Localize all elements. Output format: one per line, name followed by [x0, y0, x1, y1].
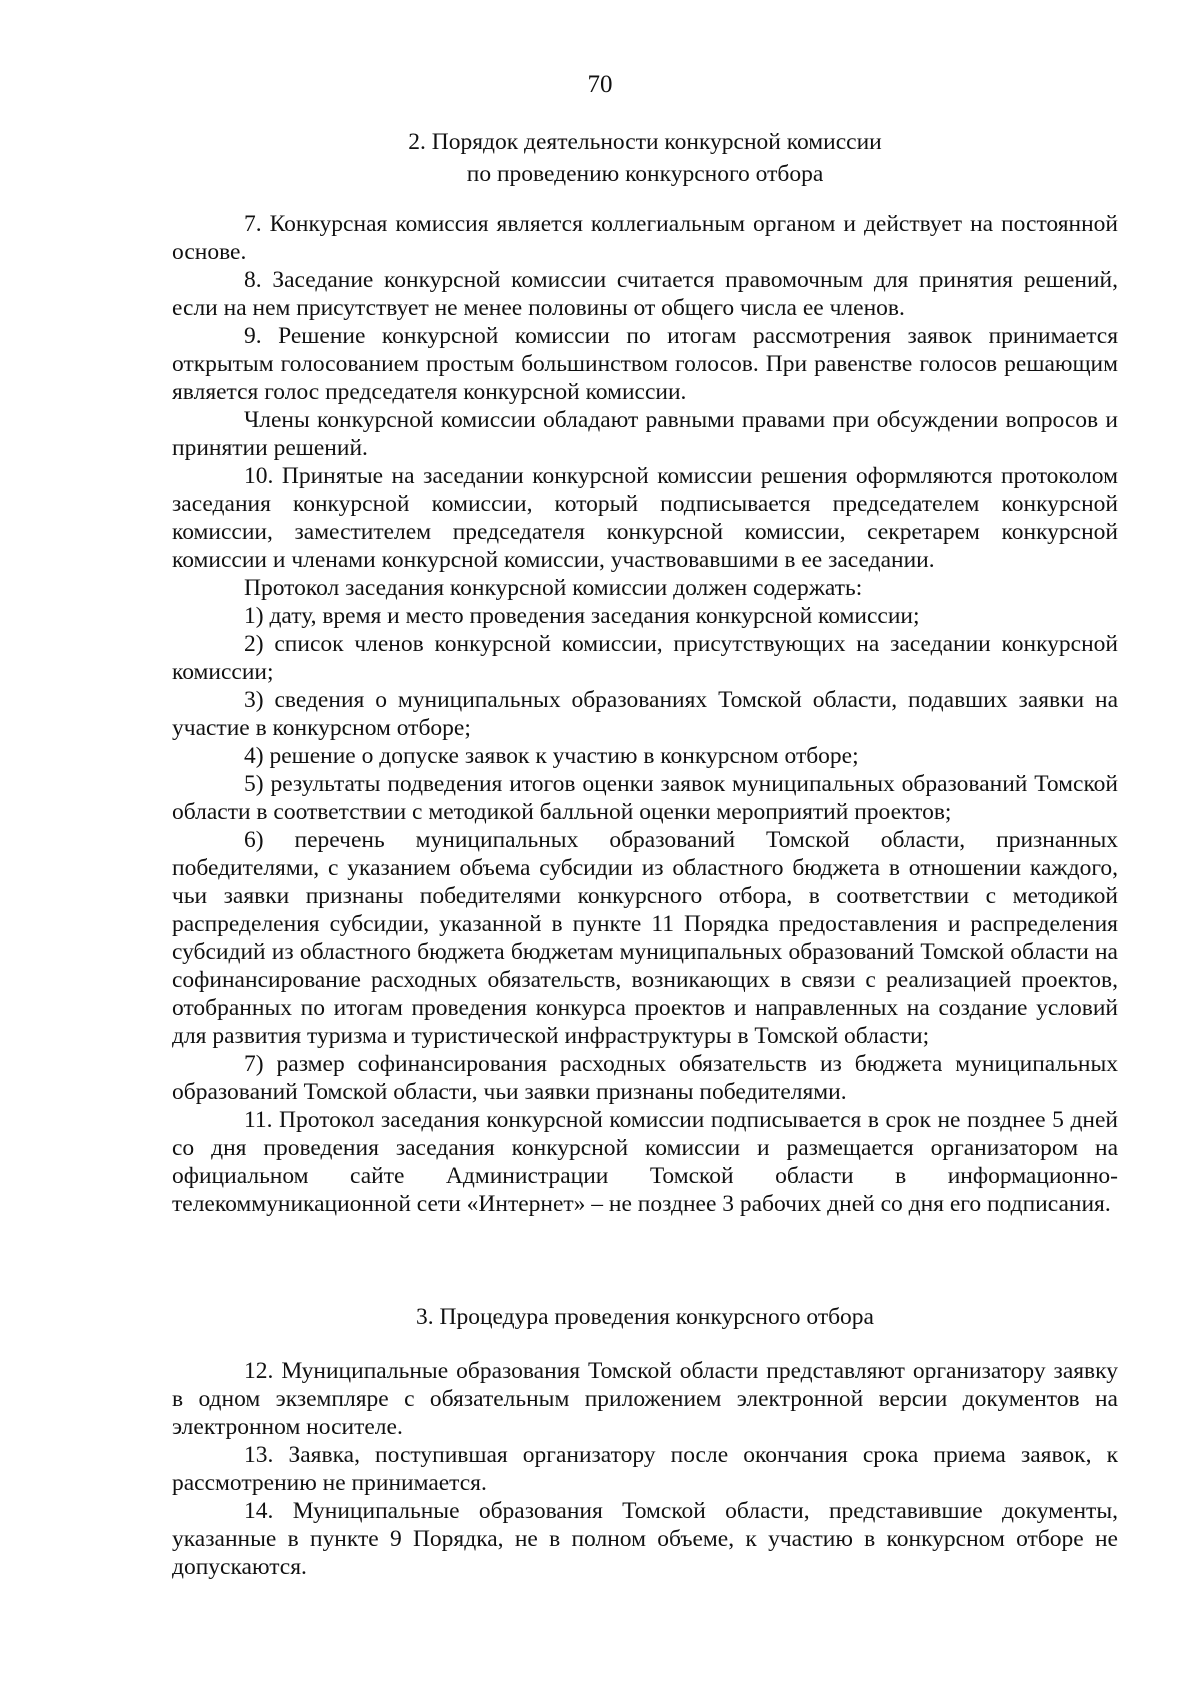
list-item-6: 6) перечень муниципальных образований Томской области, признанных победителями, с указанием объема субсидии из областного бюджета в отношении каждого, чьи заявки признаны победителями конкурсного отбора, в соответствии с методикой распределения субсидии, указанной в пункте 11 Порядка предоставления и распределения субсидий из областного бюджета бюджетам муниципальных образований Томской области на софинансирование расходных обязательств, возникающих в связи с реализацией проектов, отобранных по итогам проведения конкурса проектов и направленных на создание условий для развития туризма и туристической инфраструктуры в Томской области;	[172, 827, 1118, 1049]
paragraph-protocol-contents: Протокол заседания конкурсной комиссии должен содержать:	[244, 575, 863, 601]
list-item-4: 4) решение о допуске заявок к участию в конкурсном отборе;	[244, 743, 859, 769]
section-3-heading: 3. Процедура проведения конкурсного отбора	[416, 1304, 874, 1330]
paragraph-11: 11. Протокол заседания конкурсной комиссии подписывается в срок не позднее 5 дней со дня проведения заседания конкурсной комиссии и размещается организатором на официальном сайте Администрации Томской области в информационно-телекоммуникационной сети «Интернет» – не позднее 3 рабочих дней со дня его подписания.	[172, 1107, 1118, 1217]
section-2-heading-line-1: 2. Порядок деятельности конкурсной комиссии	[408, 129, 882, 155]
list-item-5: 5) результаты подведения итогов оценки заявок муниципальных образований Томской области в соответствии с методикой балльной оценки мероприятий проектов;	[172, 771, 1118, 825]
section-2-body	[172, 210, 1118, 1218]
list-item-2: 2) список членов конкурсной комиссии, присутствующих на заседании конкурсной комиссии;	[172, 631, 1118, 685]
section-2-heading-line-2: по проведению конкурсного отбора	[466, 161, 824, 187]
list-item-7: 7) размер софинансирования расходных обязательств из бюджета муниципальных образований Томской области, чьи заявки признаны победителями.	[172, 1051, 1118, 1105]
paragraph-members-rights: Члены конкурсной комиссии обладают равными правами при обсуждении вопросов и принятии решений.	[172, 407, 1118, 461]
paragraph-8: 8. Заседание конкурсной комиссии считается правомочным для принятия решений, если на нем присутствует не менее половины от общего числа ее членов.	[172, 267, 1118, 321]
section-2-heading	[172, 126, 1118, 190]
list-item-1: 1) дату, время и место проведения заседания конкурсной комиссии;	[244, 603, 920, 629]
paragraph-12: 12. Муниципальные образования Томской области представляют организатору заявку в одном экземпляре с обязательным приложением электронной версии документов на электронном носителе.	[172, 1358, 1118, 1440]
paragraph-10: 10. Принятые на заседании конкурсной комиссии решения оформляются протоколом заседания конкурсной комиссии, который подписывается председателем конкурсной комиссии, заместителем председателя конкурсной комиссии, секретарем конкурсной комиссии и членами конкурсной комиссии, участвовавшими в ее заседании.	[172, 463, 1118, 573]
paragraph-13: 13. Заявка, поступившая организатору после окончания срока приема заявок, к рассмотрению не принимается.	[172, 1442, 1118, 1496]
paragraph-14: 14. Муниципальные образования Томской области, представившие документы, указанные в пункте 9 Порядка, не в полном объеме, к участию в конкурсном отборе не допускаются.	[172, 1498, 1118, 1580]
paragraph-9: 9. Решение конкурсной комиссии по итогам рассмотрения заявок принимается открытым голосованием простым большинством голосов. При равенстве голосов решающим является голос председателя конкурсной комиссии.	[172, 323, 1118, 405]
list-item-3: 3) сведения о муниципальных образованиях Томской области, подавших заявки на участие в конкурсном отборе;	[172, 687, 1118, 741]
page-number: 70	[587, 71, 613, 98]
paragraph-7: 7. Конкурсная комиссия является коллегиальным органом и действует на постоянной основе.	[172, 211, 1118, 265]
section-3-body	[172, 1357, 1118, 1581]
